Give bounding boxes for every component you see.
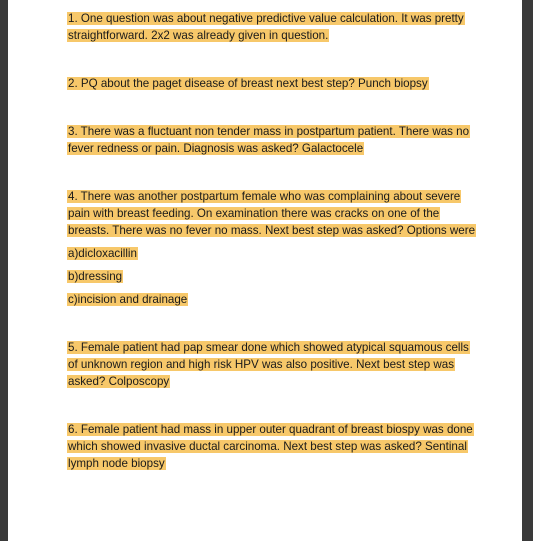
option-c bbox=[67, 291, 477, 308]
question-2 bbox=[67, 75, 477, 92]
document-page bbox=[8, 0, 522, 541]
option-a-text: a)dicloxacillin bbox=[68, 247, 137, 260]
question-5-text: 5. Female patient had pap smear done which showed atypical squamous cells of unknown region and high risk HPV was also positive. Next best step was asked? Colposcopy bbox=[68, 341, 469, 388]
spacer bbox=[67, 92, 477, 123]
option-b bbox=[67, 268, 477, 285]
spacer bbox=[67, 308, 477, 339]
option-c-text: c)incision and drainage bbox=[68, 293, 188, 306]
spacer bbox=[67, 390, 477, 421]
document-body bbox=[67, 10, 477, 472]
option-b-text: b)dressing bbox=[68, 270, 123, 283]
question-6 bbox=[67, 421, 477, 472]
question-5 bbox=[67, 339, 477, 390]
question-4 bbox=[67, 188, 477, 239]
question-6-text: 6. Female patient had mass in upper outer quadrant of breast biospy was done which showed invasive ductal carcinoma. Next best step was asked? Sentinal lymph node biopsy bbox=[68, 423, 473, 470]
question-1-text: 1. One question was about negative predictive value calculation. It was pretty straightforward. 2x2 was already given in question. bbox=[68, 12, 464, 42]
option-a bbox=[67, 245, 477, 262]
question-3-text: 3. There was a fluctuant non tender mass in postpartum patient. There was no fever redness or pain. Diagnosis was asked? Galactocele bbox=[68, 125, 470, 155]
question-2-text: 2. PQ about the paget disease of breast next best step? Punch biopsy bbox=[68, 77, 428, 90]
spacer bbox=[67, 44, 477, 75]
question-1 bbox=[67, 10, 477, 44]
question-4-text: 4. There was another postpartum female who was complaining about severe pain with breast feeding. On examination there was cracks on one of the breasts. There was no fever no mass. Next best step was asked? Options were bbox=[68, 190, 476, 237]
question-3 bbox=[67, 123, 477, 157]
spacer bbox=[67, 157, 477, 188]
